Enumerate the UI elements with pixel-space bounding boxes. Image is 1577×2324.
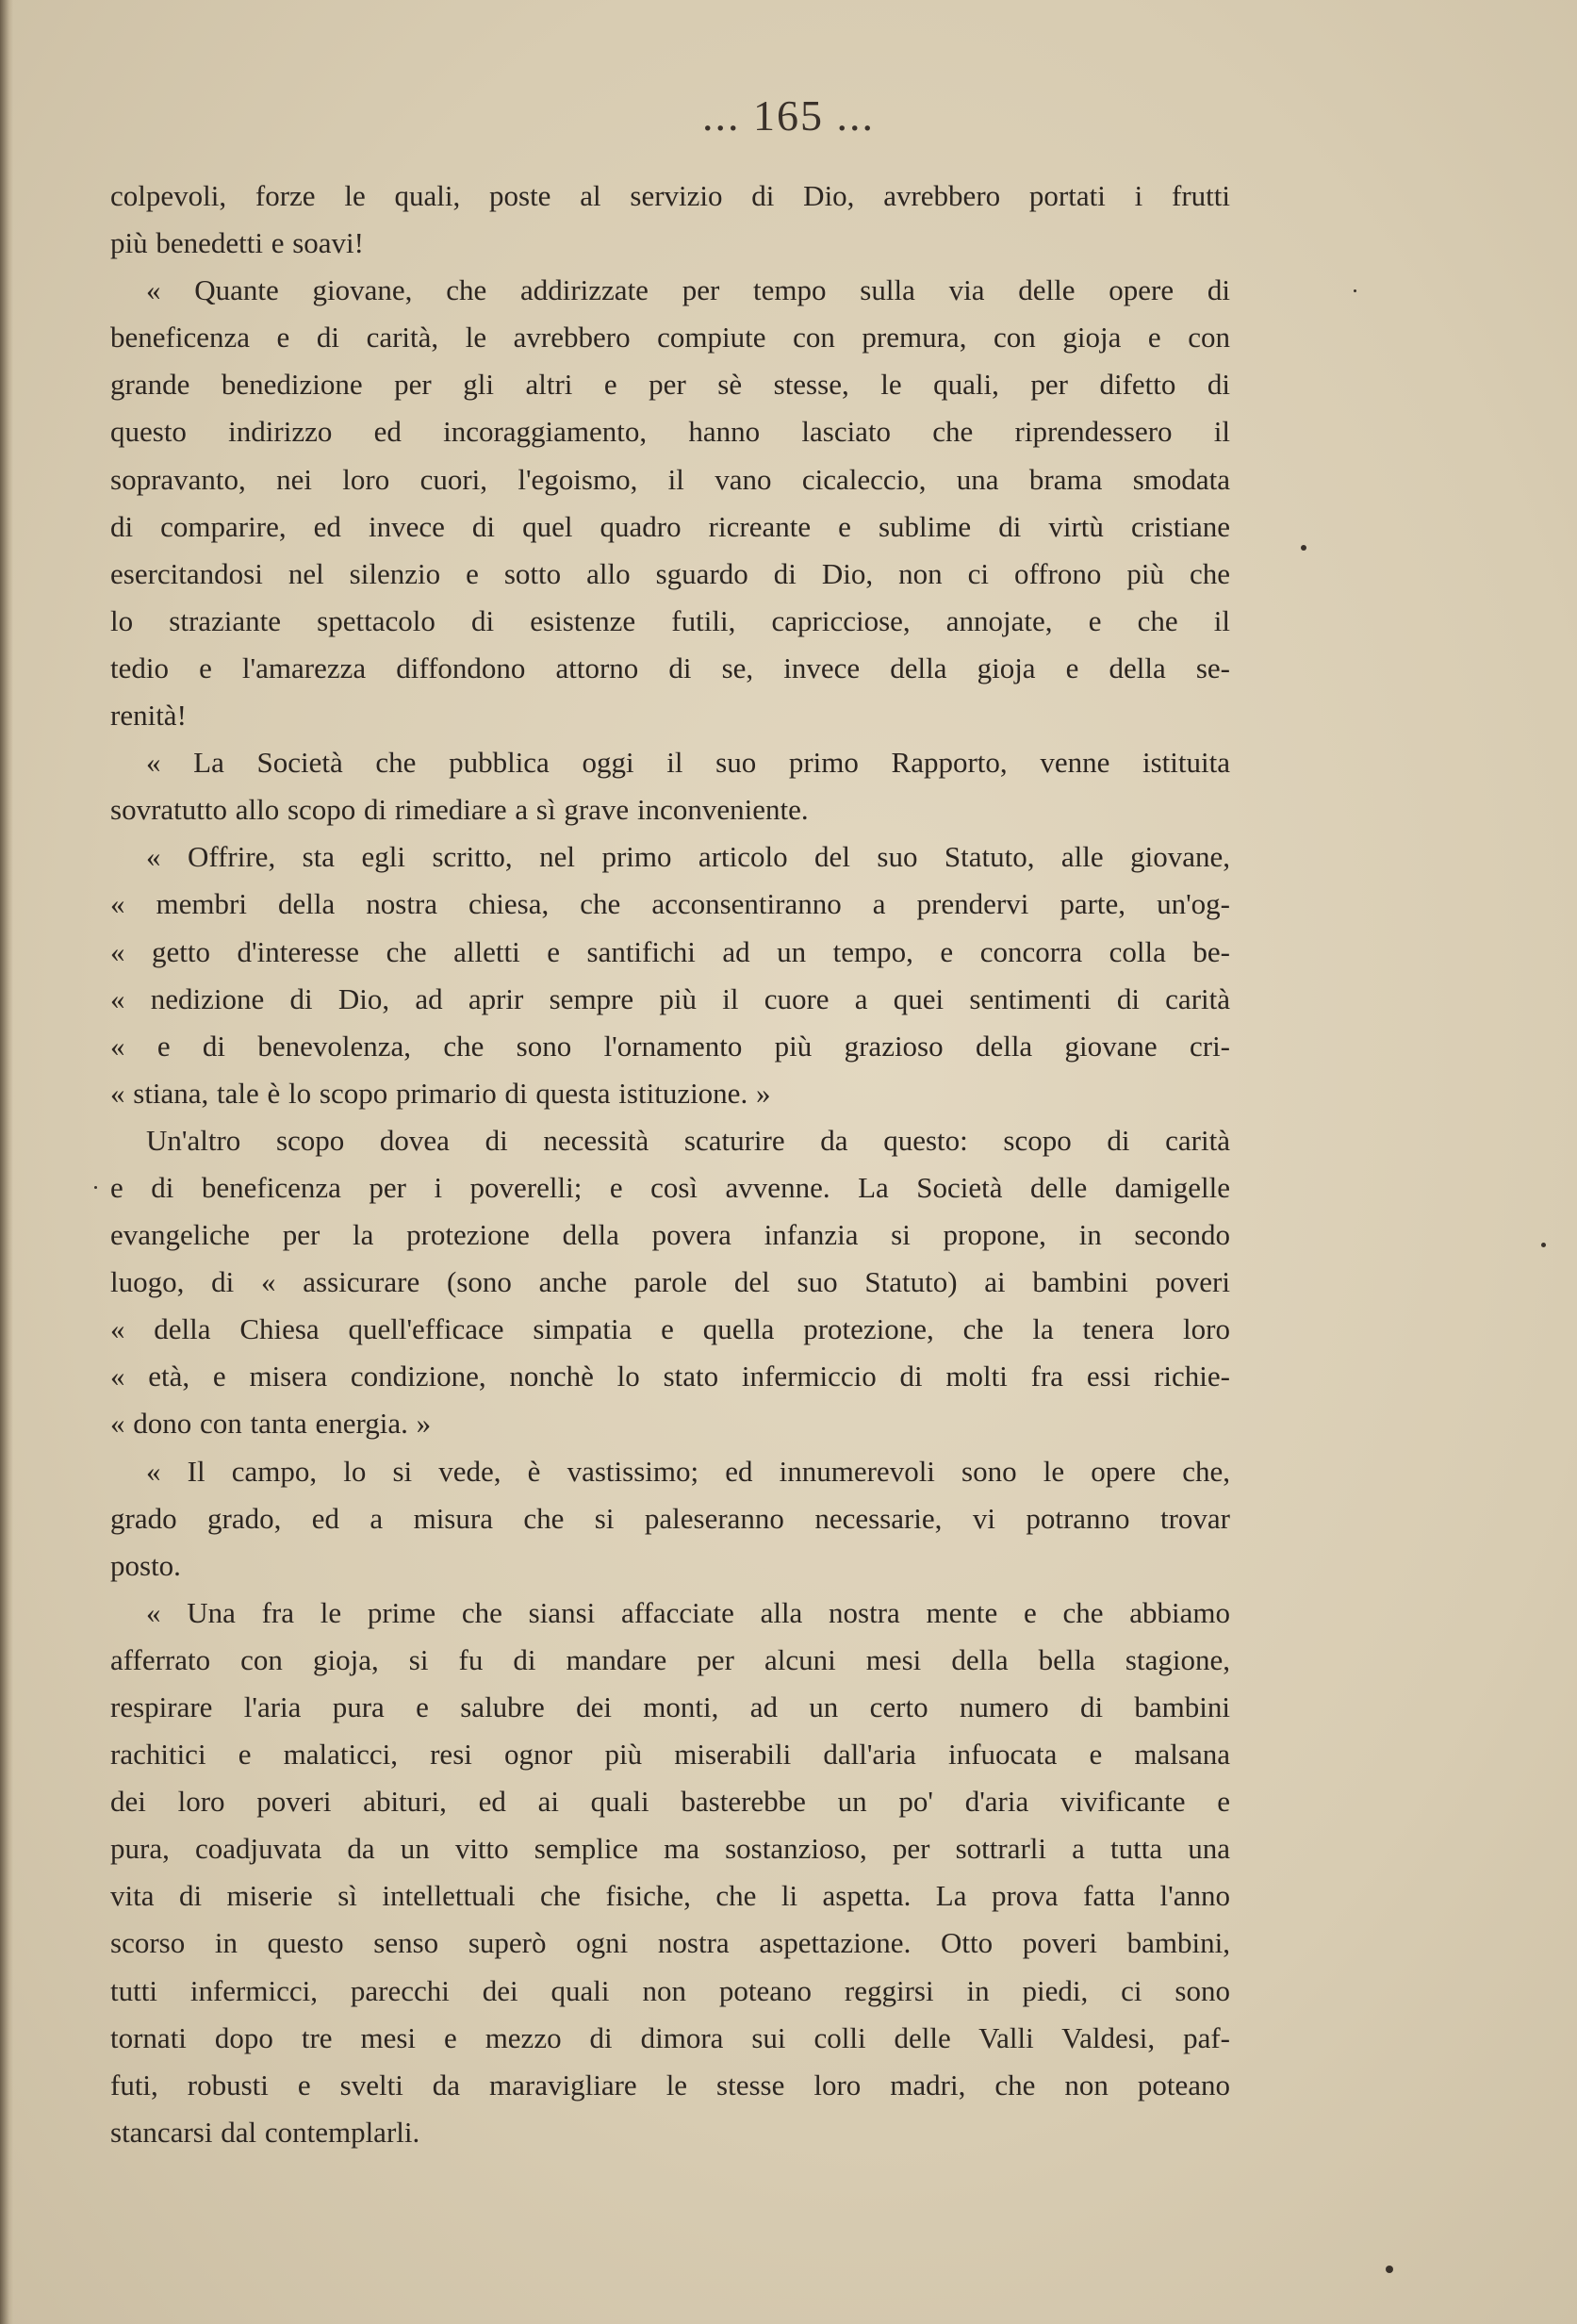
paper-speck: [1386, 2266, 1393, 2273]
text-line: « Quante giovane, che addirizzate per tempo sulla via delle opere di: [146, 273, 1230, 307]
text-line: « stiana, tale è lo scopo primario di questa istituzione. »: [110, 1076, 771, 1110]
text-line: tutti infermicci, parecchi dei quali non poteano reggirsi in piedi, ci sono: [110, 1973, 1230, 2007]
text-line: « getto d'interesse che alletti e santifichi ad un tempo, e concorra colla be-: [110, 934, 1230, 968]
text-line: Un'altro scopo dovea di necessità scaturire da questo: scopo di carità: [146, 1123, 1230, 1157]
text-line: questo indirizzo ed incoraggiamento, hanno lasciato che riprendessero il: [110, 415, 1230, 449]
text-line: di comparire, ed invece di quel quadro ricreante e sublime di virtù cristiane: [110, 509, 1230, 543]
text-line: « della Chiesa quell'efficace simpatia e quella protezione, che la tenera loro: [110, 1312, 1230, 1346]
text-line: e di beneficenza per i poverelli; e così avvenne. La Società delle damigelle: [110, 1170, 1230, 1204]
text-line: sopravanto, nei loro cuori, l'egoismo, il vano cicaleccio, una brama smodata: [110, 462, 1230, 496]
text-line: sovratutto allo scopo di rimediare a sì grave inconveniente.: [110, 793, 809, 827]
text-line: grado grado, ed a misura che si paleseranno necessarie, vi potranno trovar: [110, 1501, 1230, 1535]
text-line: posto.: [110, 1548, 181, 1582]
text-line: dei loro poveri abituri, ed ai quali basterebbe un po' d'aria vivificante e: [110, 1785, 1230, 1819]
text-line: vita di miserie sì intellettuali che fisiche, che li aspetta. La prova fatta l'anno: [110, 1879, 1230, 1913]
text-line: beneficenza e di carità, le avrebbero compiute con premura, con gioja e con: [110, 321, 1230, 354]
text-line: luogo, di « assicurare (sono anche parole del suo Statuto) ai bambini poveri: [110, 1265, 1230, 1299]
text-line: « Una fra le prime che siansi affacciate alla nostra mente e che abbiamo: [146, 1595, 1230, 1629]
text-line: respirare l'aria pura e salubre dei monti, ad un certo numero di bambini: [110, 1690, 1230, 1723]
text-line: tornati dopo tre mesi e mezzo di dimora sui colli delle Valli Valdesi, paf-: [110, 2020, 1230, 2054]
text-line: renità!: [110, 699, 187, 733]
page-edge-shadow: [0, 0, 13, 2324]
text-line: colpevoli, forze le quali, poste al servizio di Dio, avrebbero portati i frutti: [110, 179, 1230, 212]
text-line: « nedizione di Dio, ad aprir sempre più il cuore a quei sentimenti di carità: [110, 981, 1230, 1015]
text-line: afferrato con gioja, si fu di mandare per alcuni mesi della bella stagione,: [110, 1642, 1230, 1676]
text-line: « membri della nostra chiesa, che acconsentiranno a prendervi parte, un'og-: [110, 887, 1230, 921]
paper-speck: [1354, 289, 1356, 292]
page-number-header: ... 165 ...: [702, 91, 875, 140]
text-line: futi, robusti e svelti da maravigliare le stesse loro madri, che non poteano: [110, 2068, 1230, 2101]
text-line: esercitandosi nel silenzio e sotto allo sguardo di Dio, non ci offrono più che: [110, 556, 1230, 590]
text-line: tedio e l'amarezza diffondono attorno di se, invece della gioja e della se-: [110, 651, 1230, 684]
text-line: scorso in questo senso superò ogni nostra aspettazione. Otto poveri bambini,: [110, 1926, 1230, 1960]
text-line: « Offrire, sta egli scritto, nel primo articolo del suo Statuto, alle giovane,: [146, 840, 1230, 874]
text-line: « età, e misera condizione, nonchè lo stato infermiccio di molti fra essi richie-: [110, 1360, 1230, 1393]
body-text: [110, 173, 1230, 2156]
text-line: lo straziante spettacolo di esistenze futili, capricciose, annojate, e che il: [110, 603, 1230, 637]
text-line: « e di benevolenza, che sono l'ornamento più grazioso della giovane cri-: [110, 1029, 1230, 1063]
paper-speck: [1301, 545, 1306, 551]
text-line: « Il campo, lo si vede, è vastissimo; ed innumerevoli sono le opere che,: [146, 1454, 1230, 1488]
text-line: pura, coadjuvata da un vitto semplice ma sostanzioso, per sottrarli a tutta una: [110, 1832, 1230, 1866]
text-line: « dono con tanta energia. »: [110, 1407, 432, 1441]
text-line: grande benedizione per gli altri e per sè stesse, le quali, per difetto di: [110, 368, 1230, 402]
text-line: più benedetti e soavi!: [110, 226, 364, 260]
text-line: rachitici e malaticci, resi ognor più miserabili dall'aria infuocata e malsana: [110, 1738, 1230, 1772]
paper-speck: [1541, 1243, 1546, 1247]
text-line: evangeliche per la protezione della povera infanzia si propone, in secondo: [110, 1218, 1230, 1252]
text-line: stancarsi dal contemplarli.: [110, 2115, 420, 2149]
paper-speck: [94, 1186, 97, 1189]
text-line: « La Società che pubblica oggi il suo primo Rapporto, venne istituita: [146, 746, 1230, 780]
